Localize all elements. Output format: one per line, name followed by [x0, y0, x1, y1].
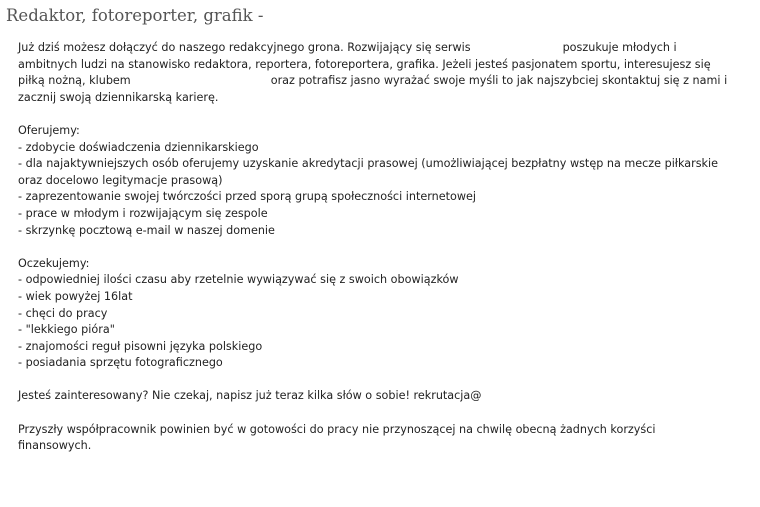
offer-section: [18, 123, 756, 239]
intro-text: piłką nożną, klubem: [18, 74, 131, 88]
note-line-2: finansowych.: [18, 439, 92, 453]
offer-item: - skrzynkę pocztową e-mail w naszej domenie: [18, 223, 275, 237]
paragraph-gap: [18, 405, 756, 422]
contact-text: Jesteś zainteresowany? Nie czekaj, napisz już teraz kilka słów o sobie! rekrutacja@: [18, 389, 482, 403]
page-title: Redaktor, fotoreporter, grafik -: [6, 6, 264, 25]
offer-item: - dla najaktywniejszych osób oferujemy uzyskanie akredytacji prasowej (umożliwiającej bezpłatny wstęp na mecze piłkarskie: [18, 157, 719, 171]
intro-text: oraz potrafisz jasno wyrażać swoje myśli to jak najszybciej skontaktuj się z nami i: [270, 74, 728, 88]
note-line-1: Przyszły współpracownik powinien być w gotowości do pracy nie przynoszącej na chwilę obecną żadnych korzyści: [18, 422, 656, 436]
paragraph-gap: [18, 106, 756, 123]
expect-item: - "lekkiego pióra": [18, 323, 115, 337]
intro-line-2: ambitnych ludzi na stanowisko redaktora, reportera, fotoreportera, grafika. Jeżeli jesteś pasjonatem sportu, interesujesz się: [18, 57, 711, 71]
offer-item: - zaprezentowanie swojej twórczości przed sporą grupą społeczności internetowej: [18, 190, 476, 204]
expect-item: - posiadania sprzętu fotograficznego: [18, 356, 223, 370]
intro-text: poszukuje młodych i: [562, 41, 677, 54]
expect-heading: Oczekujemy:: [18, 256, 90, 270]
intro-text: Już dziś możesz dołączyć do naszego redakcyjnego grona. Rozwijający się serwis: [18, 41, 471, 54]
expect-item: - wiek powyżej 16lat: [18, 289, 133, 303]
intro-line-3: [18, 73, 756, 90]
paragraph-gap: [18, 372, 756, 389]
note-paragraph: [18, 422, 756, 455]
expect-item: - znajomości reguł pisowni języka polskiego: [18, 339, 263, 353]
expect-item: - odpowiedniej ilości czasu aby rzetelnie wywiązywać się z swoich obowiązków: [18, 273, 459, 287]
intro-line-1: [18, 40, 756, 57]
expect-item: - chęci do pracy: [18, 306, 108, 320]
contact-paragraph: [18, 388, 756, 405]
intro-paragraph: [18, 40, 756, 106]
offer-item: - prace w młodym i rozwijającym się zespole: [18, 206, 268, 220]
article-body: [18, 40, 756, 455]
offer-heading: Oferujemy:: [18, 123, 80, 137]
expect-section: [18, 256, 756, 372]
offer-item: - zdobycie doświadczenia dziennikarskiego: [18, 140, 259, 154]
intro-line-4: zacznij swoją dziennikarską karierę.: [18, 90, 219, 104]
paragraph-gap: [18, 239, 756, 256]
offer-item: oraz docelowo legitymacje prasową): [18, 173, 223, 187]
